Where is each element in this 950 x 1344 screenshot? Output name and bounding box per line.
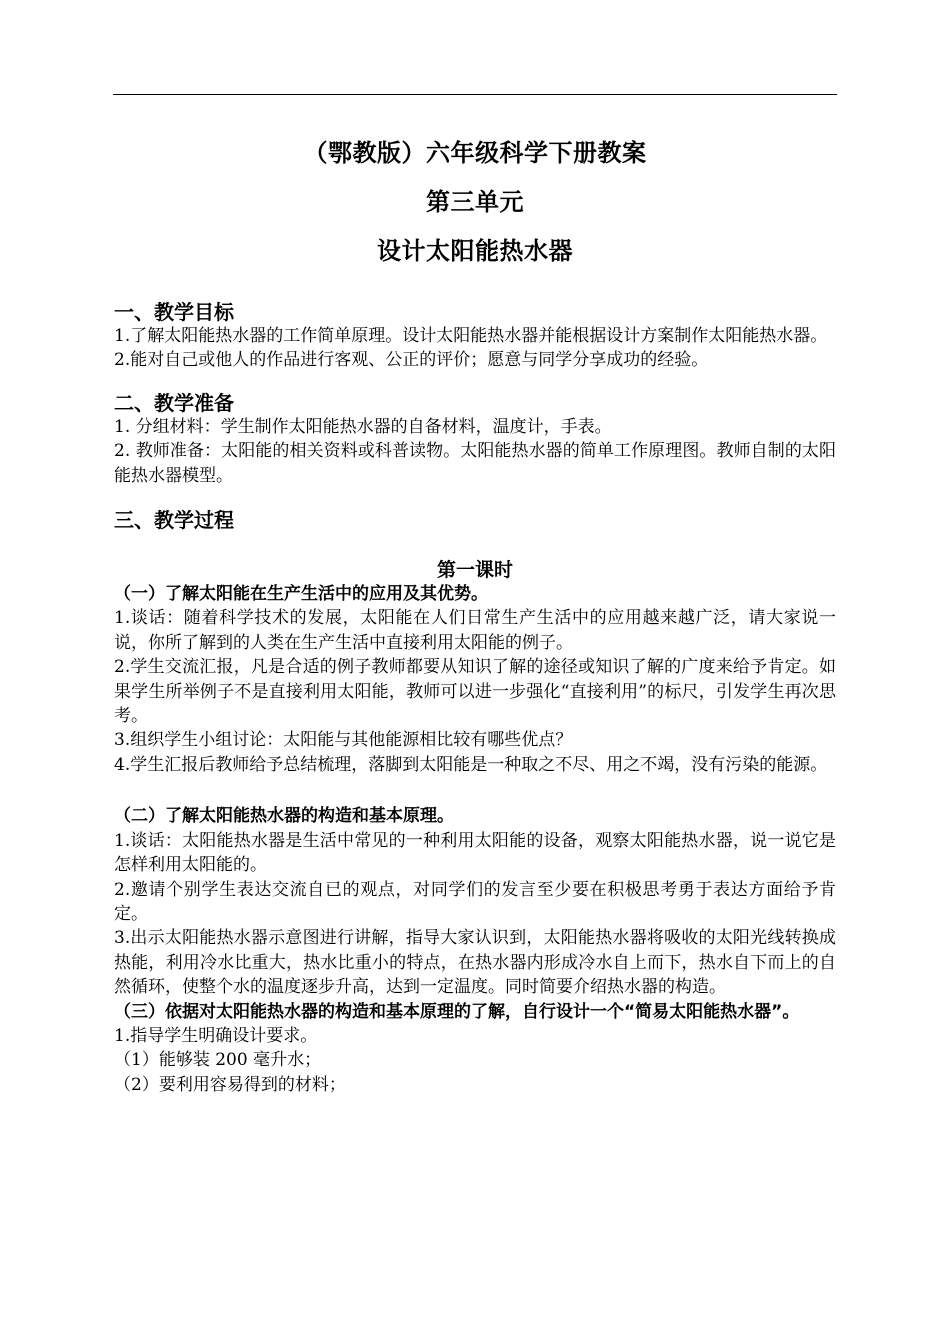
part1-item-2: 2.学生交流汇报，凡是合适的例子教师都要从知识了解的途径或知识了解的广度来给予肯定。如果学生所举例子不是直接利用太阳能，教师可以进一步强化“直接利用”的标尺，引发学生再次思考。 [114, 657, 836, 727]
document-body [114, 128, 836, 1097]
lesson-title: 设计太阳能热水器 [377, 237, 573, 265]
preparation-1: 1. 分组材料：学生制作太阳能热水器的自备材料，温度计，手表。 [114, 416, 612, 437]
part3-heading: （三）依据对太阳能热水器的构造和基本原理的了解，自行设计一个“简易太阳能热水器”。 [114, 1001, 800, 1022]
part1-item-3: 3.组织学生小组讨论：太阳能与其他能源相比较有哪些优点？ [114, 730, 573, 751]
part2-item-3: 3.出示太阳能热水器示意图进行讲解，指导大家认识到，太阳能热水器将吸收的太阳光线转换成热能，利用冷水比重大，热水比重小的特点，在热水器内形成冷水自上而下，热水自下而上的自然循环，使整个水的温度逐步升高，达到一定温度。同时简要介绍热水器的构造。 [114, 928, 836, 998]
part1-heading: （一）了解太阳能在生产生活中的应用及其优势。 [114, 584, 488, 605]
document-title: （鄂教版）六年级科学下册教案 [303, 139, 647, 167]
part3-item-3: （2）要利用容易得到的材料； [114, 1074, 346, 1095]
part3-item-1: 1.指导学生明确设计要求。 [114, 1025, 318, 1046]
part2-heading: （二）了解太阳能热水器的构造和基本原理。 [114, 806, 454, 827]
section-process-heading: 三、教学过程 [114, 508, 234, 533]
objective-2: 2.能对自己或他人的作品进行客观、公正的评价；愿意与同学分享成功的经验。 [114, 350, 709, 371]
period-heading: 第一课时 [436, 559, 513, 582]
part2-item-1: 1.谈话：太阳能热水器是生活中常见的一种利用太阳能的设备，观察太阳能热水器，说一说它是怎样利用太阳能的。 [114, 830, 836, 876]
part2-item-2: 2.邀请个别学生表达交流自已的观点，对同学们的发言至少要在积极思考勇于表达方面给予肯定。 [114, 879, 836, 924]
section-preparation-heading: 二、教学准备 [114, 390, 234, 415]
objective-1: 1.了解太阳能热水器的工作简单原理。设计太阳能热水器并能根据设计方案制作太阳能热水器。 [114, 326, 828, 346]
unit-title: 第三单元 [426, 188, 524, 216]
part1-item-1: 1.谈话：随着科学技术的发展，太阳能在人们日常生产生活中的应用越来越广泛，请大家说一说，你所了解到的人类在生产生活中直接利用太阳能的例子。 [114, 608, 836, 653]
section-objectives-heading: 一、教学目标 [114, 300, 234, 324]
preparation-2: 2. 教师准备：太阳能的相关资料或科普读物。太阳能热水器的简单工作原理图。教师自制的太阳能热水器模型。 [114, 441, 836, 486]
header-rule [113, 94, 837, 95]
part1-item-4: 4.学生汇报后教师给予总结梳理，落脚到太阳能是一种取之不尽、用之不竭，没有污染的能源。 [114, 754, 828, 775]
part3-item-2: （1）能够装 200 毫升水； [114, 1050, 322, 1071]
